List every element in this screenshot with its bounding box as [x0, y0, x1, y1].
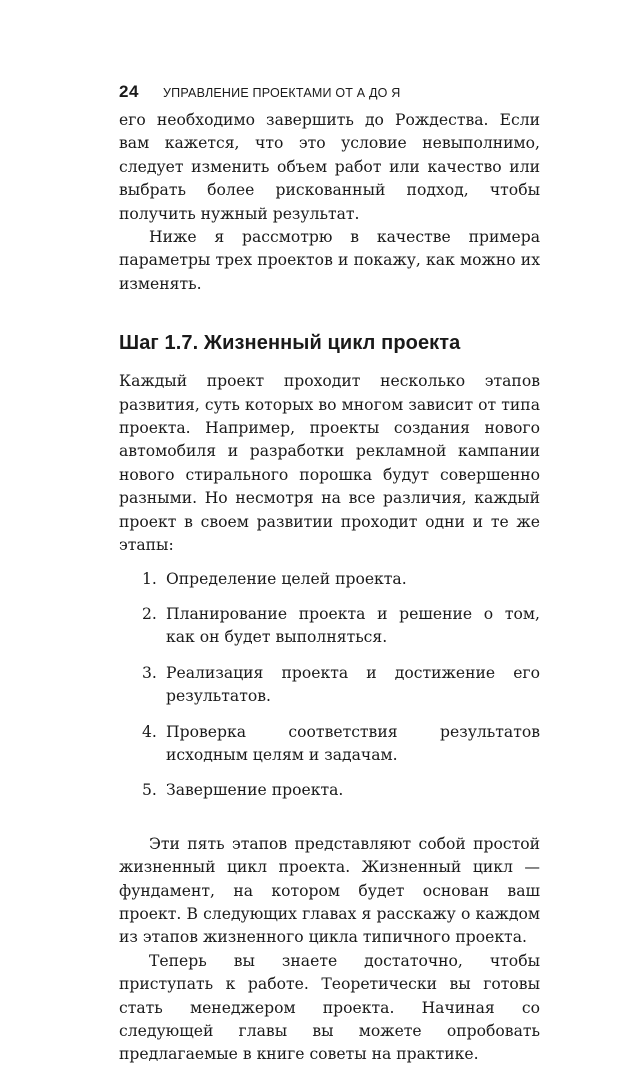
running-header	[119, 82, 400, 102]
list-item-text: Завершение проекта.	[166, 781, 344, 800]
paragraph: Эти пять этапов представляют собой простой жизненный цикл проекта. Жизненный цикл — фундамент, на котором будет основан ваш проект. В следующих главах я расскажу о каждом из этапов жизненного цикла типичного проекта.	[119, 834, 540, 947]
paragraph: Ниже я рассмотрю в качестве примера параметры трех проектов и покажу, как можно их изменять.	[119, 228, 540, 293]
list-item	[119, 662, 540, 709]
list-item-number: 2.	[142, 604, 157, 623]
list-item	[119, 721, 540, 768]
list-item-text: Проверка соответствия результатов исходным целям и задачам.	[166, 722, 540, 764]
page-content	[119, 109, 540, 1067]
list-item	[119, 568, 540, 591]
paragraph: его необходимо завершить до Рождества. Если вам кажется, что это условие невыполнимо, следует изменить объем работ или качество или выбрать более рискованный подход, чтобы получить нужный результат.	[119, 111, 540, 223]
list-item-text: Планирование проекта и решение о том, как он будет выполняться.	[166, 604, 540, 647]
list-item-text: Определение целей проекта.	[166, 569, 407, 588]
list-item	[119, 779, 540, 802]
paragraph: Теперь вы знаете достаточно, чтобы приступать к работе. Теоретически вы готовы стать менеджером проекта. Начиная со следующей главы вы можете опробовать предлагаемые в книге советы на практике.	[119, 951, 540, 1064]
list-item-number: 4.	[142, 722, 157, 741]
section-heading: Шаг 1.7. Жизненный цикл проекта	[119, 332, 461, 355]
page-number: 24	[119, 82, 139, 101]
lifecycle-steps-list	[119, 568, 540, 803]
list-item-number: 5.	[142, 781, 157, 800]
list-item-number: 1.	[142, 569, 157, 588]
book-title: УПРАВЛЕНИЕ ПРОЕКТАМИ ОТ А ДО Я	[163, 86, 401, 100]
section-intro-paragraph: Каждый проект проходит несколько этапов развития, суть которых во многом зависит от типа проекта. Например, проекты создания нового автомобиля и разработки рекламной кампании нового стирального порошка будут совершенно разными. Но несмотря на все различия, каждый проект в своем развитии проходит одни и те же этапы:	[119, 372, 540, 555]
list-item-text: Реализация проекта и достижение его результатов.	[166, 663, 540, 706]
list-item	[119, 603, 540, 650]
list-item-number: 3.	[142, 663, 157, 682]
